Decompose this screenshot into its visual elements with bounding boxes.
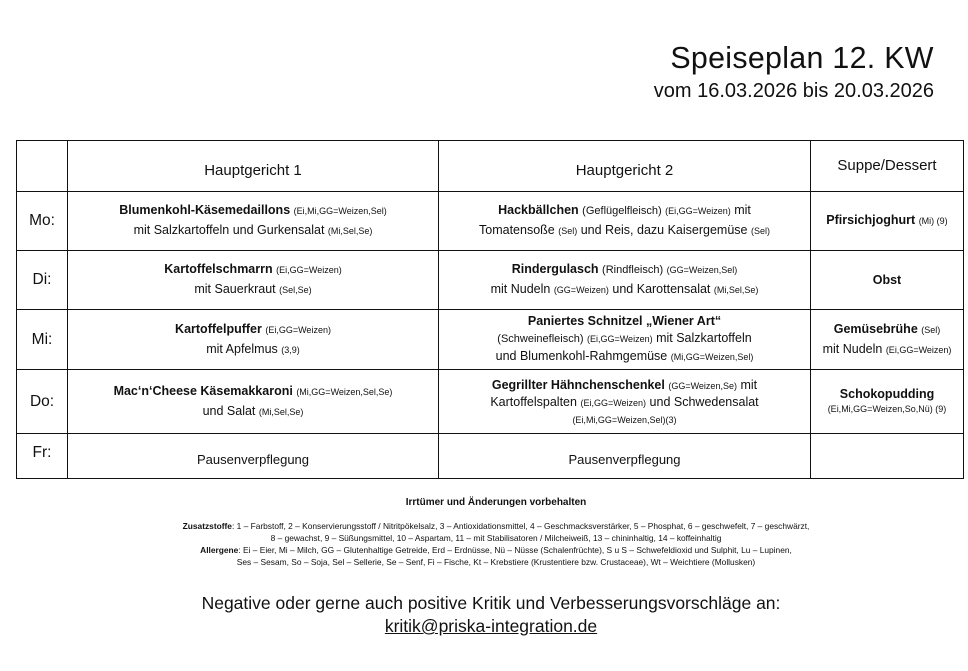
- allergen-codes: (Sel): [921, 324, 941, 335]
- dish-name: Rindergulasch: [511, 262, 599, 276]
- menu-table: [16, 140, 964, 479]
- meat-type: (Schweinefleisch): [497, 333, 584, 345]
- day-label: Di:: [17, 251, 68, 310]
- allergens-line-2: Ses – Sesam, So – Soja, Sel – Sellerie, Se – Senf, Fi – Fische, Kt – Krebstiere (Krustentiere bzw. Crustaceae), Wt – Weichtiere (Mollusken): [236, 557, 756, 567]
- dish-side: mit Sauerkraut: [194, 282, 276, 296]
- allergen-codes: (Sel): [558, 226, 578, 236]
- table-row: [17, 370, 964, 434]
- dish-side: und Reis, dazu Kaisergemüse: [580, 223, 748, 237]
- main-dish-1: [68, 434, 439, 479]
- soup-side: mit Nudeln: [822, 341, 883, 356]
- dish-side: mit Salzkartoffeln: [656, 331, 752, 345]
- day-label: Fr:: [17, 434, 68, 479]
- main-dish-1: [68, 310, 439, 370]
- dish-side: und Schwedensalat: [649, 394, 759, 409]
- feedback-email-link[interactable]: kritik@priska-integration.de: [384, 616, 598, 636]
- dessert-name: Pfirsichjoghurt: [826, 213, 916, 227]
- dish-side: und Karottensalat: [612, 282, 711, 296]
- allergens-text: : Ei – Eier, Mi – Milch, GG – Glutenhaltige Getreide, Erd – Erdnüsse, Nü – Nüsse (Schalenfrüchte), S u S – Schwefeldioxid und Sulphit, Lu – Lupinen,: [238, 545, 792, 555]
- additives-allergens-legend: [0, 520, 968, 568]
- dish-text: mit: [740, 377, 758, 392]
- meat-type: (Geflügelfleisch): [582, 205, 662, 217]
- allergen-codes: (Ei,GG=Weizen): [885, 344, 952, 355]
- allergen-codes: (Ei,GG=Weizen): [586, 334, 653, 344]
- allergen-codes: (GG=Weizen): [553, 285, 609, 295]
- dish-side: und Blumenkohl-Rahmgemüse: [495, 349, 668, 363]
- main-dish-2: [439, 192, 811, 251]
- dish-name: Paniertes Schnitzel „Wiener Art“: [527, 314, 722, 328]
- allergen-codes: (GG=Weizen,Se): [668, 380, 737, 391]
- allergen-codes: (Ei,Mi,GG=Weizen,Sel): [293, 206, 387, 216]
- main-dish-1: [68, 370, 439, 434]
- date-range: vom 16.03.2026 bis 20.03.2026: [653, 80, 934, 102]
- soup-name: Gemüsebrühe: [833, 321, 918, 336]
- soup-dessert: [811, 310, 964, 370]
- table-row: [17, 251, 964, 310]
- allergen-codes: (Ei,GG=Weizen): [580, 397, 647, 408]
- dish-name: Mac‘n‘Cheese Käsemakkaroni: [113, 383, 293, 398]
- dessert-name: [811, 453, 963, 459]
- soup-dessert: [811, 192, 964, 251]
- meat-type: (Rindfleisch): [602, 264, 664, 276]
- allergen-codes: (3,9): [281, 344, 300, 355]
- soup-dessert: [811, 370, 964, 434]
- main-dish-2: [439, 434, 811, 479]
- table-row: [17, 310, 964, 370]
- allergen-codes: (Ei,GG=Weizen): [265, 324, 331, 335]
- dessert-name: Schokopudding: [839, 387, 935, 401]
- allergen-codes: (Ei,GG=Weizen): [665, 206, 731, 216]
- main-dish-1: [68, 192, 439, 251]
- dish-side: Tomatensoße: [479, 223, 555, 237]
- additives-label: Zusatzstoffe: [182, 521, 232, 531]
- dish-name: Pausenverpflegung: [568, 451, 681, 467]
- main-dish-2: [439, 310, 811, 370]
- main-dish-2: [439, 370, 811, 434]
- feedback-section: [0, 592, 968, 638]
- dish-side: mit Salzkartoffeln und Gurkensalat: [133, 223, 325, 237]
- header-main-2: Hauptgericht 2: [439, 141, 811, 192]
- dish-name: Kartoffelpuffer: [175, 321, 262, 336]
- header-main-1: Hauptgericht 1: [68, 141, 439, 192]
- allergen-codes: (Ei,Mi,GG=Weizen,So,Nü) (9): [827, 404, 947, 414]
- additives-text: : 1 – Farbstoff, 2 – Konservierungsstoff / Nitritpökelsalz, 3 – Antioxidationsmittel, 4 – Geschmacksverstärker, 5 – Phosphat, 6 – geschwefelt, 7 – geschwärzt,: [231, 521, 810, 531]
- table-header-row: [17, 141, 964, 192]
- allergen-codes: (Mi,Sel,Se): [327, 226, 373, 236]
- additives-line-2: 8 – gewachst, 9 – Süßungsmittel, 10 – Aspartam, 11 – mit Stabilisatoren / Milcheiweiß, 13 – chininhaltig, 14 – koffeinhaltig: [270, 533, 722, 543]
- allergen-codes: (Mi,GG=Weizen,Sel,Se): [296, 386, 393, 397]
- dish-side: mit Nudeln: [490, 282, 551, 296]
- additives-line-1: [0, 520, 968, 532]
- main-dish-2: [439, 251, 811, 310]
- allergens-line-1: [0, 544, 968, 556]
- allergen-codes: (Sel): [750, 226, 770, 236]
- dish-side: und Salat: [202, 403, 256, 418]
- dish-name: Pausenverpflegung: [196, 451, 310, 467]
- table-row: [17, 434, 964, 479]
- feedback-text: Negative oder gerne auch positive Kritik und Verbesserungsvorschläge an:: [201, 593, 781, 613]
- dish-name: Gegrillter Hähnchenschenkel: [491, 377, 665, 392]
- soup-dessert: [811, 251, 964, 310]
- dish-name: Blumenkohl-Käsemedaillons: [119, 203, 291, 217]
- page-title: Speiseplan 12. KW: [670, 40, 934, 75]
- allergen-codes: (Mi,GG=Weizen,Sel): [670, 352, 754, 362]
- allergen-codes: (Ei,GG=Weizen): [276, 265, 342, 275]
- table-row: [17, 192, 964, 251]
- allergen-codes: (Mi,Sel,Se): [258, 406, 304, 417]
- allergen-codes: (GG=Weizen,Sel): [666, 265, 738, 275]
- allergen-codes: (Sel,Se): [279, 285, 312, 295]
- day-label: Mo:: [17, 192, 68, 251]
- soup-dessert: [811, 434, 964, 479]
- day-label: Mi:: [17, 310, 68, 370]
- dish-side: Kartoffelspalten: [490, 394, 577, 409]
- dish-name: Kartoffelschmarrn: [164, 262, 273, 276]
- header-day: [17, 141, 68, 192]
- dish-text: mit: [734, 203, 751, 217]
- allergen-codes: (Ei,Mi,GG=Weizen,Sel)(3): [572, 414, 677, 425]
- allergen-codes: (Mi) (9): [918, 216, 948, 226]
- dessert-name: Obst: [872, 272, 902, 287]
- header-soup-dessert: Suppe/Dessert: [811, 141, 964, 192]
- main-dish-1: [68, 251, 439, 310]
- dish-side: mit Apfelmus: [206, 341, 278, 356]
- allergen-codes: (Mi,Sel,Se): [713, 285, 759, 295]
- day-label: Do:: [17, 370, 68, 434]
- dish-name: Hackbällchen: [498, 203, 579, 217]
- allergens-label: Allergene: [200, 545, 239, 555]
- disclaimer: Irrtümer und Änderungen vorbehalten: [405, 497, 587, 508]
